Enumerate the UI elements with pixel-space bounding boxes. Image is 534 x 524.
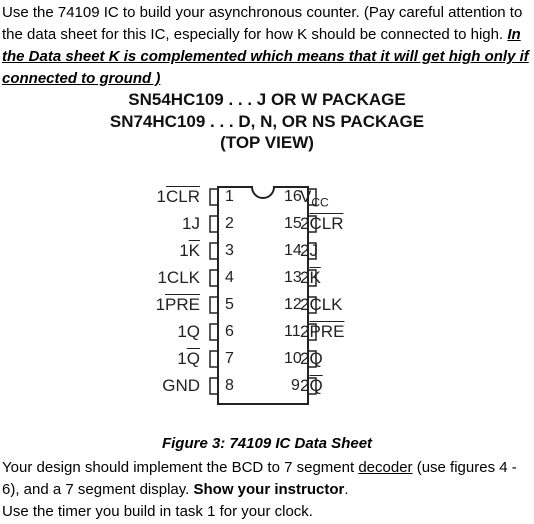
- right-pin-label: [300, 213, 420, 235]
- left-pin-label-part: 1: [156, 187, 166, 206]
- right-pin-number: 9: [291, 377, 300, 394]
- right-pin-number: 13: [284, 269, 302, 286]
- right-pin-label-part: CC: [311, 195, 329, 210]
- outro-paragraph: [2, 457, 532, 501]
- right-pin-label-part: V: [300, 187, 312, 206]
- intro-text: Use the 74109 IC to build your asynchronous counter. (Pay careful attention to the data sheet for this IC, especially for how K should be connected to high.: [2, 4, 523, 43]
- package-line-2: SN74HC109 . . . D, N, OR NS PACKAGE: [109, 112, 425, 131]
- left-pin-number: 7: [225, 350, 234, 367]
- left-pin-number: 3: [225, 242, 234, 259]
- left-pin-number: 2: [225, 215, 234, 232]
- right-pin-label-part: $\overline{PRE}$: [309, 322, 345, 341]
- left-pin-label: [90, 375, 200, 397]
- package-line-3: (TOP VIEW): [220, 133, 314, 152]
- right-pin-number: 11: [284, 323, 301, 340]
- right-pin-label-part: $\overline{CLR}$: [309, 214, 344, 233]
- left-pin-tab: [210, 270, 218, 286]
- left-pin-tab: [210, 243, 218, 259]
- intro-emphasis: In the Data sheet K is complemented which means that it will get high only if connected to ground ): [2, 26, 529, 87]
- left-pin-number: 1: [225, 188, 234, 205]
- left-pin-label-part: 1: [155, 295, 166, 314]
- left-pin-label: [90, 240, 200, 262]
- left-pin-label-part: 1: [177, 349, 187, 368]
- package-line-1: SN54HC109 . . . J OR W PACKAGE: [128, 90, 406, 109]
- left-pin-label-part: 1CLK: [157, 268, 200, 287]
- right-pin-label: [300, 348, 420, 370]
- left-pin-label-part: GND: [162, 376, 200, 395]
- right-pin-label-part: 2Q: [300, 349, 323, 368]
- show-instructor-text: Show your instructor: [193, 481, 345, 498]
- left-pin-label-part: 1: [179, 241, 189, 260]
- left-pin-label: [90, 267, 200, 289]
- right-pin-label: [300, 240, 420, 262]
- left-pin-label-part: $\overline{PRE}$: [165, 295, 200, 314]
- left-pin-number: 8: [225, 377, 234, 394]
- right-pin-label: [300, 186, 420, 208]
- left-pin-label-part: 1J: [182, 214, 200, 233]
- timer-paragraph: Use the timer you build in task 1 for your clock.: [2, 503, 313, 520]
- left-pin-label: [90, 186, 200, 208]
- right-pin-label: [300, 294, 420, 316]
- left-pin-number: 6: [225, 323, 234, 340]
- outro-text-1: Your design should implement the BCD to 7 segment: [2, 459, 359, 476]
- right-pin-number: 12: [284, 296, 302, 313]
- left-pin-number: 5: [225, 296, 234, 313]
- left-pin-label: [90, 321, 200, 343]
- right-pin-number: 16: [284, 188, 302, 205]
- left-pin-label: [90, 348, 200, 370]
- figure-caption: Figure 3: 74109 IC Data Sheet: [161, 435, 373, 452]
- outro-text-2: (use figures 4 - 6), and a 7 segment display.: [2, 459, 517, 498]
- right-pin-label-part: $\overline{Q}$: [309, 376, 323, 395]
- right-pin-label-part: 2: [300, 214, 310, 233]
- left-pin-label: [90, 294, 200, 316]
- right-pin-label-part: 2J: [300, 241, 318, 260]
- right-pin-label-part: $\overline{K}$: [309, 268, 321, 287]
- left-pin-tab: [210, 378, 218, 394]
- left-pin-label-part: $\overline{CLR}$: [165, 187, 200, 206]
- left-pin-tab: [210, 351, 218, 367]
- left-pin-label-part: $\overline{Q}$: [186, 349, 200, 368]
- outro-text-3: .: [344, 481, 349, 498]
- right-pin-number: 10: [284, 350, 302, 367]
- right-pin-label-part: 2: [300, 268, 310, 287]
- left-pin-label-part: 1Q: [177, 322, 200, 341]
- left-pin-tab: [210, 216, 218, 232]
- decoder-word: decoder: [358, 459, 413, 476]
- left-pin-tab: [210, 297, 218, 313]
- right-pin-label-part: 2: [300, 322, 310, 341]
- right-pin-number: 15: [284, 215, 302, 232]
- left-pin-number: 4: [225, 269, 234, 286]
- right-pin-number: 14: [284, 242, 302, 259]
- left-pin-label-part: $\overline{K}$: [188, 241, 200, 260]
- right-pin-label-part: 2CLK: [300, 295, 343, 314]
- left-pin-label: [90, 213, 200, 235]
- left-pin-tab: [210, 189, 218, 205]
- right-pin-label: [300, 375, 420, 397]
- right-pin-label-part: 2: [300, 376, 310, 395]
- right-pin-label: [300, 321, 420, 343]
- left-pin-tab: [210, 324, 218, 340]
- right-pin-label: [300, 267, 420, 289]
